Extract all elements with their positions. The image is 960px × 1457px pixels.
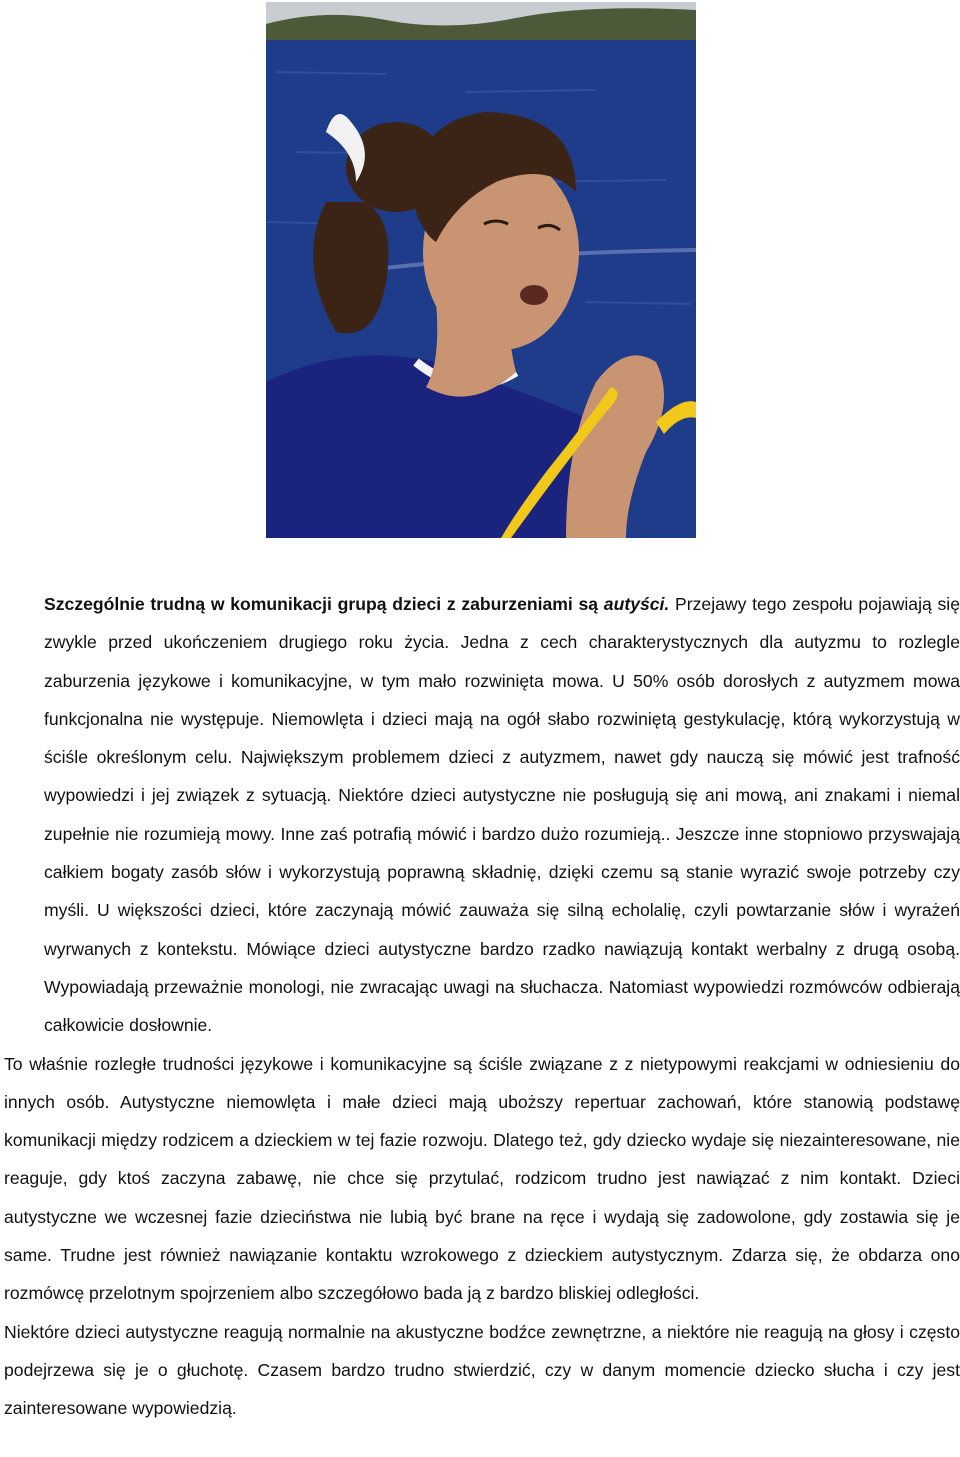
- photo-illustration: [266, 2, 696, 538]
- paragraph-auditory-reactions: Niektóre dzieci autystyczne reagują normalnie na akustyczne bodźce zewnętrzne, a niektóre nie reagują na głosy i często podejrzewa się je o głuchotę. Czasem bardzo trudno stwierdzić, czy w danym momencie dziecko słucha i czy jest zainteresowane wypowiedzią.: [4, 1321, 960, 1419]
- lead-sentence: [44, 594, 669, 614]
- paragraph-communication-difficulties: To właśnie rozległe trudności językowe i komunikacyjne są ściśle związane z z nietypowymi reakcjami w odniesieniu do innych osób. Autystyczne niemowlęta i małe dzieci mają uboższy repertuar zachowań, które stanowią podstawę komunikacji między rodzicem a dzieckiem w tej fazie rozwoju. Dlatego też, gdy dziecko wydaje się niezainteresowane, nie reaguje, gdy ktoś zaczyna zabawę, nie chce się przytulać, rodzicom trudno jest nawiązać z nim kontakt. Dzieci autystyczne we wczesnej fazie dzieciństwa nie lubią być brane na ręce i wydają się zadowolone, gdy zostawia się je same. Trudne jest również nawiązanie kontaktu wzrokowego z dzieckiem autystycznym. Zdarza się, że obdarza ono rozmówcę przelotnym spojrzeniem albo szczegółowo bada ją z bardzo bliskiej odległości.: [4, 1053, 960, 1304]
- article-text: [4, 585, 960, 1428]
- paragraph-1-body: Przejawy tego zespołu pojawiają się zwykle przed ukończeniem drugiego roku życia. Jedna z cech charakterystycznych dla autyzmu to rozlegle zaburzenia językowe i komunikacyjne, w tym mało rozwinięta mowa. U 50% osób dorosłych z autyzmem mowa funkcjonalna nie występuje. Niemowlęta i dzieci mają na ogół słabo rozwiniętą gestykulację, którą wykorzystują w ściśle określonym celu. Największym problemem dzieci z autyzmem, nawet gdy nauczą się mówić jest trafność wypowiedzi i jej związek z sytuacją. Niektóre dzieci autystyczne nie posługują się ani mową, ani znakami i niemal zupełnie nie rozumieją mowy. Inne zaś potrafią mówić i bardzo dużo rozumieją.. Jeszcze inne stopniowo przyswajają całkiem bogaty zasób słów i wykorzystują poprawną składnię, dzięki czemu są stanie wyrazić swoje potrzeby czy myśli. U większości dzieci, które zaczynają mówić zauważa się silną echolalię, czyli powtarzanie słów i wyrażeń wyrwanych z kontekstu. Mówiące dzieci autystyczne bardzo rzadko nawiązują kontakt werbalny z drugą osobą. Wypowiadają przeważnie monologi, nie zwracając uwagi na słuchacza. Natomiast wypowiedzi rozmówców odbierają całkowicie dosłownie.: [44, 594, 960, 1036]
- lead-italic-word: autyści.: [603, 594, 670, 614]
- paragraph-autism-language: [4, 585, 960, 1045]
- lead-bold-text: Szczególnie trudną w komunikacji grupą dzieci z zaburzeniami są: [44, 594, 604, 614]
- photo: [266, 2, 696, 538]
- photo-mouth: [520, 285, 548, 305]
